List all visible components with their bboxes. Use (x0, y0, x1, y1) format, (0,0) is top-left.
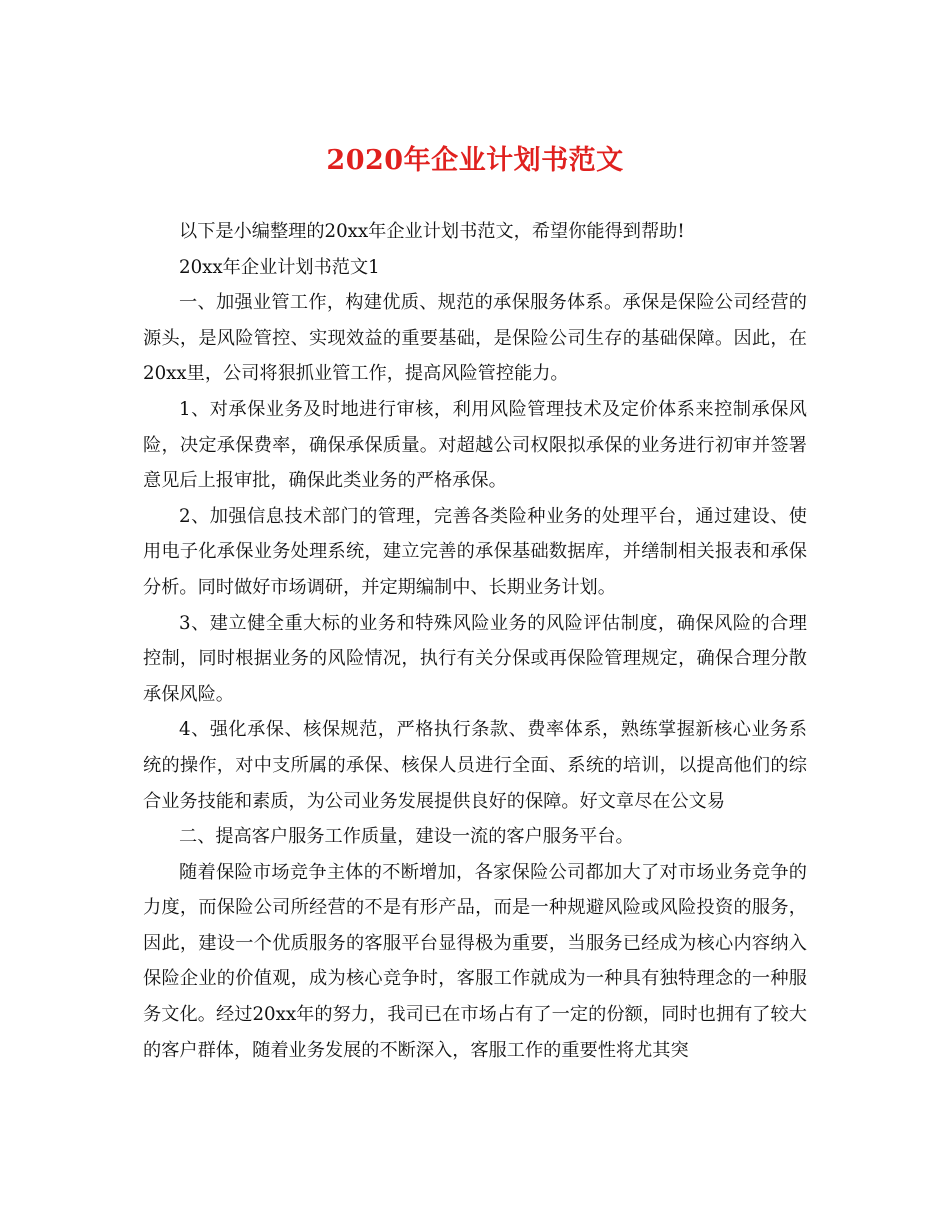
document-title: 2020年企业计划书范文 (326, 145, 624, 176)
paragraph-section-2-body: 随着保险市场竞争主体的不断增加，各家保险公司都加大了对市场业务竞争的力度，而保险公司所经营的不是有形产品，而是一种规避风险或风险投资的服务，因此，建设一个优质服务的客服平台显得极为重要，当服务已经成为核心内容纳入保险企业的价值观，成为核心竞争时，客服工作就成为一种具有独特理念的一种服务文化。经过20xx年的努力，我司已在市场占有了一定的份额，同时也拥有了较大的客户群体，随着业务发展的不断深入，客服工作的重要性将尤其突 (143, 861, 807, 1061)
paragraph-section-2: 二、提高客户服务工作质量，建设一流的客户服务平台。 (179, 826, 634, 848)
paragraph-item-4: 4、强化承保、核保规范，严格执行条款、费率体系，熟练掌握新核心业务系统的操作，对中支所属的承保、核保人员进行全面、系统的培训，以提高他们的综合业务技能和素质，为公司业务发展提供良好的保障。好文章尽在公文易 (143, 719, 807, 812)
paragraph-intro: 以下是小编整理的20xx年企业计划书范文，希望你能得到帮助! (179, 221, 685, 242)
document-body (143, 214, 807, 1068)
paragraph-section-1: 一、加强业管工作，构建优质、规范的承保服务体系。承保是保险公司经营的源头，是风险管控、实现效益的重要基础，是保险公司生存的基础保障。因此，在20xx里，公司将狠抓业管工作，提高风险管控能力。 (143, 292, 807, 385)
paragraph-item-2: 2、加强信息技术部门的管理，完善各类险种业务的处理平台，通过建设、使用电子化承保业务处理系统，建立完善的承保基础数据库，并缮制相关报表和承保分析。同时做好市场调研，并定期编制中、长期业务计划。 (143, 505, 807, 598)
paragraph-subheading: 20xx年企业计划书范文1 (179, 256, 380, 278)
paragraph-item-3: 3、建立健全重大标的业务和特殊风险业务的风险评估制度，确保风险的合理控制，同时根据业务的风险情况，执行有关分保或再保险管理规定，确保合理分散承保风险。 (143, 612, 807, 705)
paragraph-item-1: 1、对承保业务及时地进行审核，利用风险管理技术及定价体系来控制承保风险，决定承保费率，确保承保质量。对超越公司权限拟承保的业务进行初审并签署意见后上报审批，确保此类业务的严格承保。 (143, 398, 807, 492)
